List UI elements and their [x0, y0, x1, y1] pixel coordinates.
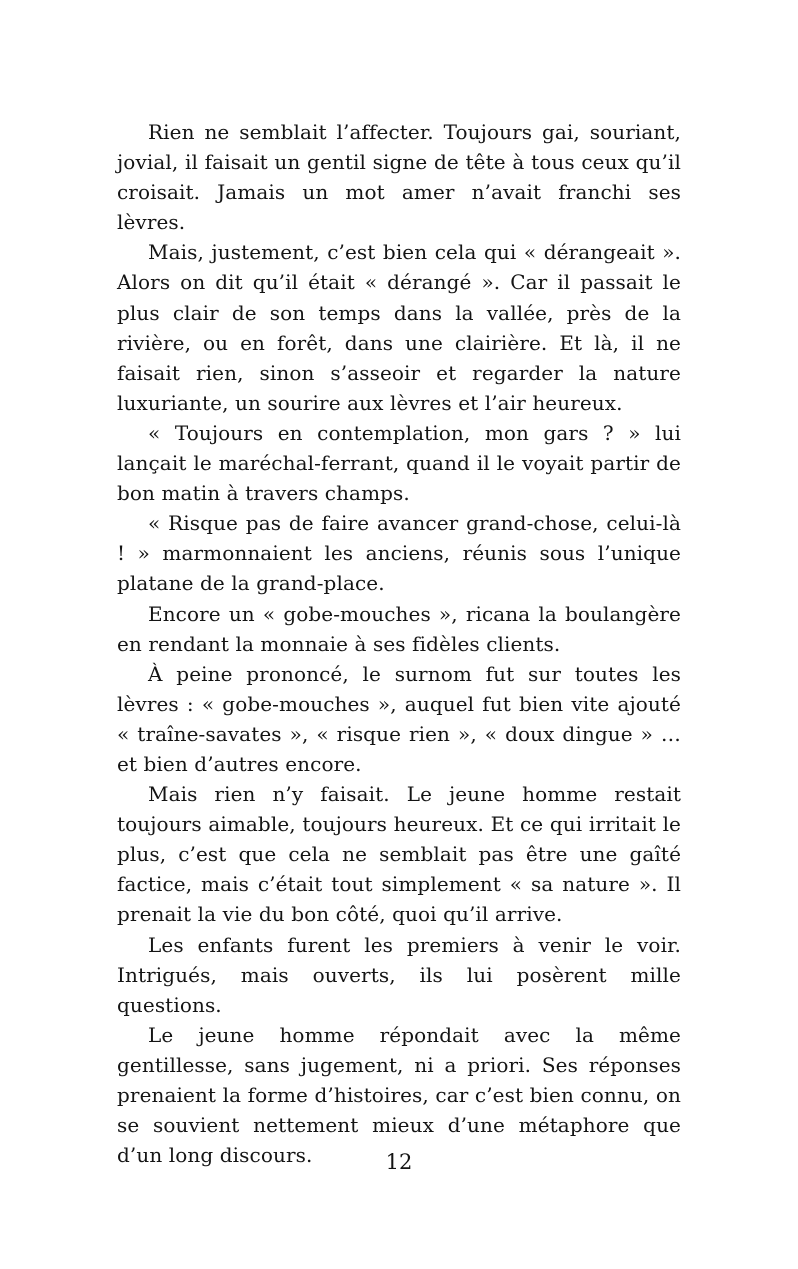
paragraph-7: Mais rien n’y faisait. Le jeune homme restait toujours aimable, toujours heureux. Et ce qui irritait le plus, c’est que cela ne semblait pas être une gaîté factice, mais c’était tout simplement « sa nature ». Il prenait la vie du bon côté, quoi qu’il arrive.	[117, 782, 681, 927]
paragraph-3: « Toujours en contemplation, mon gars ? » lui lançait le maréchal-ferrant, quand il le voyait partir de bon matin à travers champs.	[117, 420, 681, 506]
paragraph-9: Le jeune homme répondait avec la même gentillesse, sans jugement, ni a priori. Ses réponses prenaient la forme d’histoires, car c’est bien connu, on se souvient nettement mieux d’une métaphore que d’un long discours.	[117, 1022, 681, 1168]
paragraph-5: Encore un « gobe-mouches », ricana la boulangère en rendant la monnaie à ses fidèles clients.	[117, 601, 681, 656]
paragraph-6: À peine prononcé, le surnom fut sur toutes les lèvres : « gobe-mouches », auquel fut bien vite ajouté « traîne-savates », « risque rien », « doux dingue » … et bien d’autres encore.	[117, 661, 681, 776]
page-number: 12	[385, 1150, 413, 1174]
paragraph-8: Les enfants furent les premiers à venir le voir. Intrigués, mais ouverts, ils lui posèrent mille questions.	[117, 932, 681, 1017]
paragraph-1: Rien ne semblait l’affecter. Toujours gai, souriant, jovial, il faisait un gentil signe de tête à tous ceux qu’il croisait. Jamais un mot amer n’avait franchi ses lèvres.	[117, 120, 681, 235]
paragraph-2: Mais, justement, c’est bien cela qui « dérangeait ». Alors on dit qu’il était « dérangé ». Car il passait le plus clair de son temps dans la vallée, près de la rivière, ou en forêt, dans une clairière. Et là, il ne faisait rien, sinon s’asseoir et regarder la nature luxuriante, un sourire aux lèvres et l’air heureux.	[117, 240, 681, 415]
paragraph-4: « Risque pas de faire avancer grand-chose, celui-là ! » marmonnaient les anciens, réunis sous l’unique platane de la grand-place.	[117, 511, 681, 596]
body-text	[117, 117, 681, 1170]
